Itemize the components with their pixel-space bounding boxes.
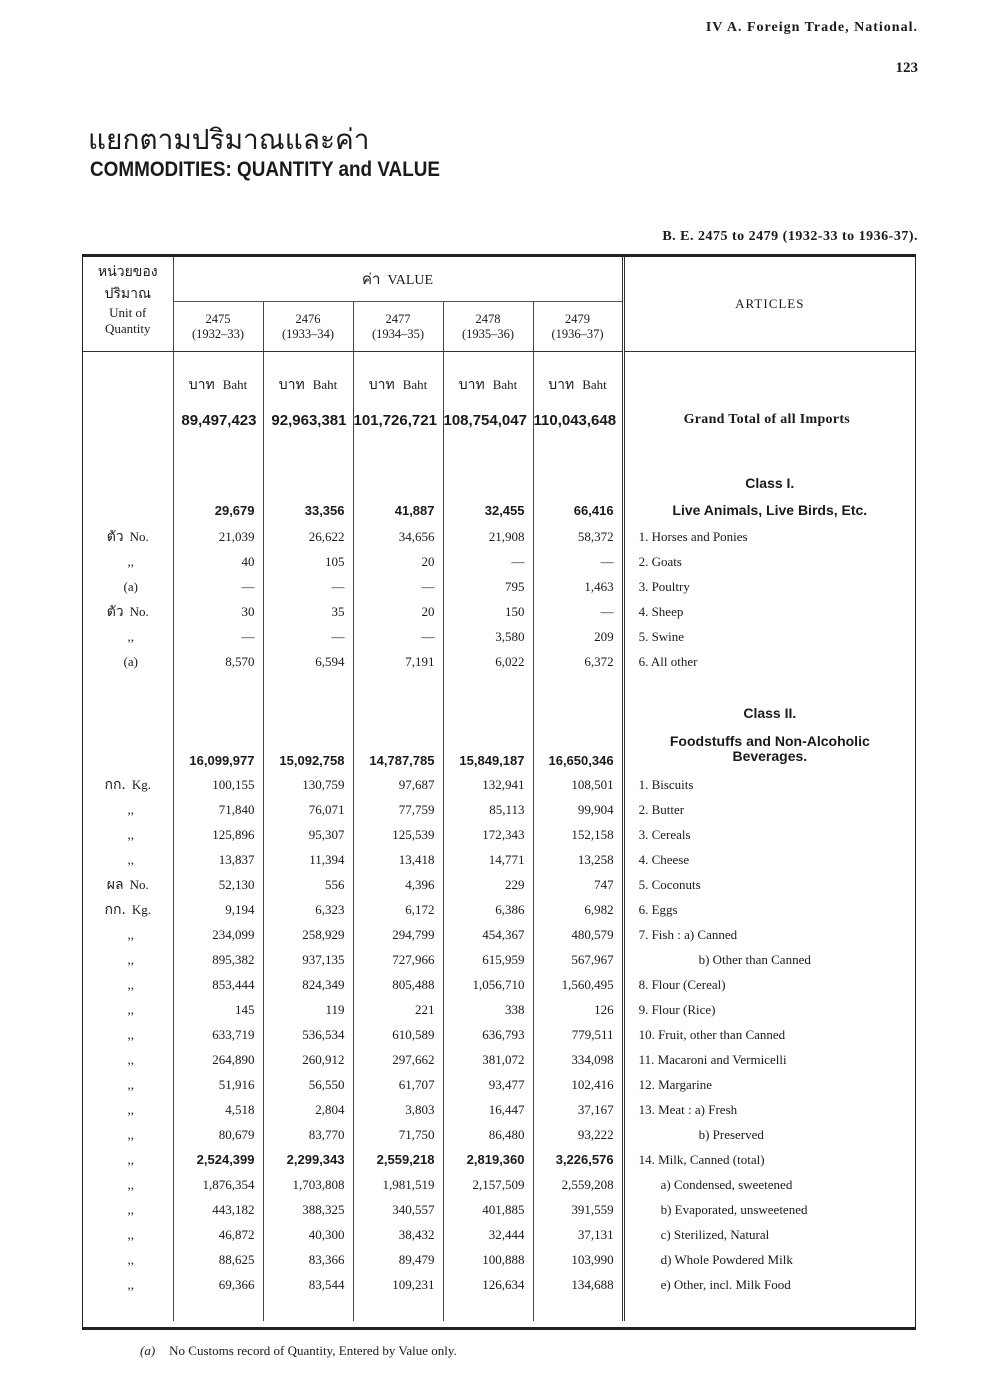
value-cell: 391,559 (533, 1197, 623, 1222)
value-cell: 480,579 (533, 922, 623, 947)
value-cell: 21,039 (173, 524, 263, 549)
value-cell: 21,908 (443, 524, 533, 549)
value-cell: 40 (173, 549, 263, 574)
value-cell: 40,300 (263, 1222, 353, 1247)
value-cell: 37,131 (533, 1222, 623, 1247)
grand-total-value: 92,963,381 (263, 396, 353, 444)
class-total-value: 15,849,187 (443, 726, 533, 772)
value-cell: 95,307 (263, 822, 353, 847)
table-row (83, 897, 915, 922)
value-cell: 83,366 (263, 1247, 353, 1272)
value-cell: 1,560,495 (533, 972, 623, 997)
class-total-value: 66,416 (533, 496, 623, 524)
value-cell: 61,707 (353, 1072, 443, 1097)
articles-column-header: ARTICLES (623, 257, 915, 352)
value-cell: 56,550 (263, 1072, 353, 1097)
value-cell: 556 (263, 872, 353, 897)
value-cell: 2,299,343 (263, 1147, 353, 1172)
unit-cell: ,, (83, 1172, 173, 1197)
article-cell: 4. Cheese (638, 851, 690, 867)
value-cell: 2,819,360 (443, 1147, 533, 1172)
unit-header-en-1: Unit of (109, 305, 147, 320)
currency-cell: บาท Baht (173, 352, 263, 397)
year-header: 2477 (1934–35) (353, 302, 443, 352)
value-cell: 52,130 (173, 872, 263, 897)
value-cell: — (173, 574, 263, 599)
grand-total-value: 101,726,721 (353, 396, 443, 444)
table-row (83, 1122, 915, 1147)
value-cell: 125,539 (353, 822, 443, 847)
unit-cell: ,, (83, 1047, 173, 1072)
value-cell: 221 (353, 997, 443, 1022)
value-cell: 100,155 (173, 772, 263, 797)
article-cell: 3. Poultry (638, 578, 690, 594)
unit-cell: ,, (83, 972, 173, 997)
value-cell: 937,135 (263, 947, 353, 972)
value-cell: 1,981,519 (353, 1172, 443, 1197)
class-total-value: 16,099,977 (173, 726, 263, 772)
value-cell: 16,447 (443, 1097, 533, 1122)
value-cell: 853,444 (173, 972, 263, 997)
class-title: Live Animals, Live Birds, Etc. (672, 501, 868, 518)
running-head: IV A. Foreign Trade, National. (705, 20, 918, 35)
article-cell: 9. Flour (Rice) (638, 1001, 716, 1017)
value-cell: 2,559,218 (353, 1147, 443, 1172)
value-cell: 13,837 (173, 847, 263, 872)
article-cell: a) Condensed, sweetened (660, 1176, 793, 1192)
value-cell: 26,622 (263, 524, 353, 549)
unit-cell: ตัว No. (83, 599, 173, 624)
table-row (83, 997, 915, 1022)
table-row (83, 872, 915, 897)
value-cell: 103,990 (533, 1247, 623, 1272)
value-cell: 6,323 (263, 897, 353, 922)
value-cell: 34,656 (353, 524, 443, 549)
article-cell: 5. Swine (638, 628, 685, 644)
value-cell: 6,982 (533, 897, 623, 922)
value-cell: 443,182 (173, 1197, 263, 1222)
class-total-value: 41,887 (353, 496, 443, 524)
table-row (83, 574, 915, 599)
value-cell: 294,799 (353, 922, 443, 947)
value-cell: 610,589 (353, 1022, 443, 1047)
value-cell: 88,625 (173, 1247, 263, 1272)
value-cell: 3,226,576 (533, 1147, 623, 1172)
value-cell: 93,222 (533, 1122, 623, 1147)
grand-total-value: 89,497,423 (173, 396, 263, 444)
article-cell: 2. Butter (638, 801, 685, 817)
value-cell: 93,477 (443, 1072, 533, 1097)
table-row (83, 797, 915, 822)
class-title: Foodstuffs and Non-Alcoholic Beverages. (669, 733, 870, 764)
value-cell: 71,750 (353, 1122, 443, 1147)
value-cell: 334,098 (533, 1047, 623, 1072)
value-cell: 258,929 (263, 922, 353, 947)
table-row (83, 599, 915, 624)
value-cell: 381,072 (443, 1047, 533, 1072)
grand-total-value: 110,043,648 (533, 396, 623, 444)
unit-cell: ,, (83, 1247, 173, 1272)
commodity-table (83, 257, 915, 1321)
currency-cell: บาท Baht (443, 352, 533, 397)
class-total-row (83, 496, 915, 524)
value-cell: 1,056,710 (443, 972, 533, 997)
unit-cell: ,, (83, 549, 173, 574)
article-cell: 4. Sheep (638, 603, 684, 619)
value-cell: 46,872 (173, 1222, 263, 1247)
article-cell: b) Evaporated, unsweetened (660, 1201, 808, 1217)
page-number: 123 (895, 60, 918, 76)
value-cell: 77,759 (353, 797, 443, 822)
value-cell: 150 (443, 599, 533, 624)
value-cell: 126 (533, 997, 623, 1022)
table-row (83, 1172, 915, 1197)
page-title-thai: แยกตามปริมาณและค่า (88, 123, 370, 156)
value-cell: 209 (533, 624, 623, 649)
table-row (83, 972, 915, 997)
value-header-thai: ค่า (361, 270, 381, 289)
spacer-row (83, 1297, 915, 1321)
value-cell: 30 (173, 599, 263, 624)
value-cell: — (533, 599, 623, 624)
value-cell: 20 (353, 599, 443, 624)
article-cell: b) Other than Canned (698, 951, 811, 967)
value-cell: 35 (263, 599, 353, 624)
value-cell: 2,524,399 (173, 1147, 263, 1172)
article-cell: 1. Horses and Ponies (638, 528, 748, 544)
value-cell: 2,157,509 (443, 1172, 533, 1197)
value-cell: 71,840 (173, 797, 263, 822)
currency-row (83, 352, 915, 397)
value-cell: 615,959 (443, 947, 533, 972)
class1-items (83, 524, 915, 674)
value-cell: 85,113 (443, 797, 533, 822)
table-row (83, 1247, 915, 1272)
article-cell: c) Sterilized, Natural (660, 1226, 770, 1242)
unit-cell: ,, (83, 1272, 173, 1297)
table-row (83, 1197, 915, 1222)
value-cell: 83,544 (263, 1272, 353, 1297)
table-row (83, 772, 915, 797)
spacer-row (83, 444, 915, 470)
class-total-value: 16,650,346 (533, 726, 623, 772)
class2-items (83, 772, 915, 1297)
article-cell: 7. Fish : a) Canned (638, 926, 738, 942)
value-cell: 636,793 (443, 1022, 533, 1047)
year-header: 2475 (1932–33) (173, 302, 263, 352)
article-cell: 10. Fruit, other than Canned (638, 1026, 786, 1042)
value-cell: 234,099 (173, 922, 263, 947)
value-cell: 13,418 (353, 847, 443, 872)
article-cell: d) Whole Powdered Milk (660, 1251, 793, 1267)
unit-header-en-2: Quantity (105, 321, 151, 336)
footnote-tag: (a) (140, 1343, 156, 1358)
class-total-value: 15,092,758 (263, 726, 353, 772)
value-cell: 388,325 (263, 1197, 353, 1222)
value-cell: 401,885 (443, 1197, 533, 1222)
unit-cell: ,, (83, 624, 173, 649)
value-cell: — (173, 624, 263, 649)
unit-cell: ,, (83, 947, 173, 972)
value-cell: 37,167 (533, 1097, 623, 1122)
table-row (83, 1022, 915, 1047)
value-cell: 108,501 (533, 772, 623, 797)
value-cell: 7,191 (353, 649, 443, 674)
table-row (83, 1272, 915, 1297)
class-total-row (83, 726, 915, 772)
value-cell: 9,194 (173, 897, 263, 922)
value-column-header (173, 257, 623, 302)
value-cell: 152,158 (533, 822, 623, 847)
value-cell: 747 (533, 872, 623, 897)
unit-cell: ,, (83, 1022, 173, 1047)
value-cell: — (443, 549, 533, 574)
value-cell: 338 (443, 997, 533, 1022)
value-cell: 1,876,354 (173, 1172, 263, 1197)
value-cell: 109,231 (353, 1272, 443, 1297)
table-row (83, 649, 915, 674)
value-cell: 97,687 (353, 772, 443, 797)
value-cell: 4,518 (173, 1097, 263, 1122)
value-cell: 4,396 (353, 872, 443, 897)
unit-cell: ,, (83, 797, 173, 822)
currency-cell: บาท Baht (533, 352, 623, 397)
period-label: B. E. 2475 to 2479 (1932-33 to 1936-37). (662, 229, 918, 244)
value-cell: 76,071 (263, 797, 353, 822)
value-cell: 145 (173, 997, 263, 1022)
unit-header-thai-2: ปริมาณ (104, 286, 151, 302)
value-cell: 51,916 (173, 1072, 263, 1097)
class-heading-row (83, 700, 915, 726)
value-cell: 567,967 (533, 947, 623, 972)
value-cell: 126,634 (443, 1272, 533, 1297)
article-cell: b) Preserved (698, 1126, 764, 1142)
table-row (83, 1147, 915, 1172)
unit-cell: ,, (83, 1122, 173, 1147)
value-cell: 13,258 (533, 847, 623, 872)
class-label: Class I. (745, 475, 795, 491)
unit-cell: ,, (83, 922, 173, 947)
value-cell: 14,771 (443, 847, 533, 872)
value-header-en: VALUE (387, 273, 434, 289)
unit-cell: กก. Kg. (83, 772, 173, 797)
value-cell: 260,912 (263, 1047, 353, 1072)
article-cell: 3. Cereals (638, 826, 691, 842)
value-cell: 86,480 (443, 1122, 533, 1147)
class-label: Class II. (743, 705, 797, 721)
unit-cell: ผล No. (83, 872, 173, 897)
article-cell: 6. Eggs (638, 901, 678, 917)
value-cell: 69,366 (173, 1272, 263, 1297)
article-cell: 2. Goats (638, 553, 682, 569)
table-row (83, 624, 915, 649)
table-row (83, 947, 915, 972)
year-header: 2476 (1933–34) (263, 302, 353, 352)
value-cell: 11,394 (263, 847, 353, 872)
value-cell: 795 (443, 574, 533, 599)
unit-cell: ,, (83, 1147, 173, 1172)
value-cell: 6,172 (353, 897, 443, 922)
value-cell: 6,022 (443, 649, 533, 674)
footnote-text: No Customs record of Quantity, Entered by Value only. (169, 1343, 457, 1358)
unit-cell: ,, (83, 1072, 173, 1097)
value-cell: 1,463 (533, 574, 623, 599)
article-cell: 8. Flour (Cereal) (638, 976, 726, 992)
footnote (140, 1343, 457, 1359)
table-row (83, 1047, 915, 1072)
table-row (83, 524, 915, 549)
unit-cell: ,, (83, 822, 173, 847)
value-cell: 297,662 (353, 1047, 443, 1072)
value-cell: 99,904 (533, 797, 623, 822)
table-row (83, 1222, 915, 1247)
value-cell: 83,770 (263, 1122, 353, 1147)
unit-cell: (a) (83, 574, 173, 599)
value-cell: 125,896 (173, 822, 263, 847)
article-cell: 6. All other (638, 653, 698, 669)
year-header: 2479 (1936–37) (533, 302, 623, 352)
currency-cell: บาท Baht (263, 352, 353, 397)
value-cell: 2,559,208 (533, 1172, 623, 1197)
value-cell: 38,432 (353, 1222, 443, 1247)
value-cell: 58,372 (533, 524, 623, 549)
unit-cell: ,, (83, 847, 173, 872)
unit-cell: ,, (83, 1097, 173, 1122)
table-row (83, 822, 915, 847)
value-cell: — (353, 574, 443, 599)
class-total-value: 33,356 (263, 496, 353, 524)
value-cell: — (353, 624, 443, 649)
class-total-value: 32,455 (443, 496, 533, 524)
value-cell: 3,580 (443, 624, 533, 649)
value-cell: 80,679 (173, 1122, 263, 1147)
value-cell: 727,966 (353, 947, 443, 972)
value-cell: 102,416 (533, 1072, 623, 1097)
value-cell: 229 (443, 872, 533, 897)
value-cell: 89,479 (353, 1247, 443, 1272)
article-cell: e) Other, incl. Milk Food (660, 1276, 791, 1292)
value-cell: 130,759 (263, 772, 353, 797)
unit-column-header (83, 257, 173, 352)
article-cell: 5. Coconuts (638, 876, 701, 892)
value-cell: 264,890 (173, 1047, 263, 1072)
value-cell: 1,703,808 (263, 1172, 353, 1197)
value-cell: 119 (263, 997, 353, 1022)
unit-cell: ,, (83, 997, 173, 1022)
value-cell: 172,343 (443, 822, 533, 847)
value-cell: 3,803 (353, 1097, 443, 1122)
grand-total-value: 108,754,047 (443, 396, 533, 444)
value-cell: 134,688 (533, 1272, 623, 1297)
value-cell: 895,382 (173, 947, 263, 972)
unit-cell: ,, (83, 1197, 173, 1222)
unit-cell: ตัว No. (83, 524, 173, 549)
page-title: COMMODITIES: QUANTITY and VALUE (90, 158, 441, 181)
table-row (83, 847, 915, 872)
article-cell: 13. Meat : a) Fresh (638, 1101, 738, 1117)
table-row (83, 549, 915, 574)
value-cell: 779,511 (533, 1022, 623, 1047)
value-cell: 536,534 (263, 1022, 353, 1047)
value-cell: 20 (353, 549, 443, 574)
value-cell: 105 (263, 549, 353, 574)
grand-total-label: Grand Total of all Imports (683, 412, 851, 427)
currency-cell: บาท Baht (353, 352, 443, 397)
unit-cell: ,, (83, 1222, 173, 1247)
year-header: 2478 (1935–36) (443, 302, 533, 352)
value-cell: 6,372 (533, 649, 623, 674)
unit-cell: (a) (83, 649, 173, 674)
class-total-value: 29,679 (173, 496, 263, 524)
value-cell: 6,386 (443, 897, 533, 922)
value-cell: 805,488 (353, 972, 443, 997)
value-cell: 6,594 (263, 649, 353, 674)
article-cell: 11. Macaroni and Vermicelli (638, 1051, 787, 1067)
spacer-row (83, 674, 915, 700)
imports-table (82, 254, 916, 1330)
value-cell: 8,570 (173, 649, 263, 674)
table-row (83, 1072, 915, 1097)
value-cell: — (533, 549, 623, 574)
unit-header-thai-1: หน่วยของ (97, 264, 158, 280)
value-cell: — (263, 574, 353, 599)
article-cell: 1. Biscuits (638, 776, 694, 792)
value-cell: 2,804 (263, 1097, 353, 1122)
value-cell: 32,444 (443, 1222, 533, 1247)
article-cell: 14. Milk, Canned (total) (638, 1151, 765, 1167)
table-row (83, 1097, 915, 1122)
value-cell: 454,367 (443, 922, 533, 947)
class-total-value: 14,787,785 (353, 726, 443, 772)
article-cell: 12. Margarine (638, 1076, 712, 1092)
value-cell: 132,941 (443, 772, 533, 797)
value-cell: 633,719 (173, 1022, 263, 1047)
table-row (83, 922, 915, 947)
unit-cell: กก. Kg. (83, 897, 173, 922)
value-cell: 824,349 (263, 972, 353, 997)
grand-total-row (83, 396, 915, 444)
value-cell: 340,557 (353, 1197, 443, 1222)
class-heading-row (83, 470, 915, 496)
value-cell: — (263, 624, 353, 649)
value-cell: 100,888 (443, 1247, 533, 1272)
